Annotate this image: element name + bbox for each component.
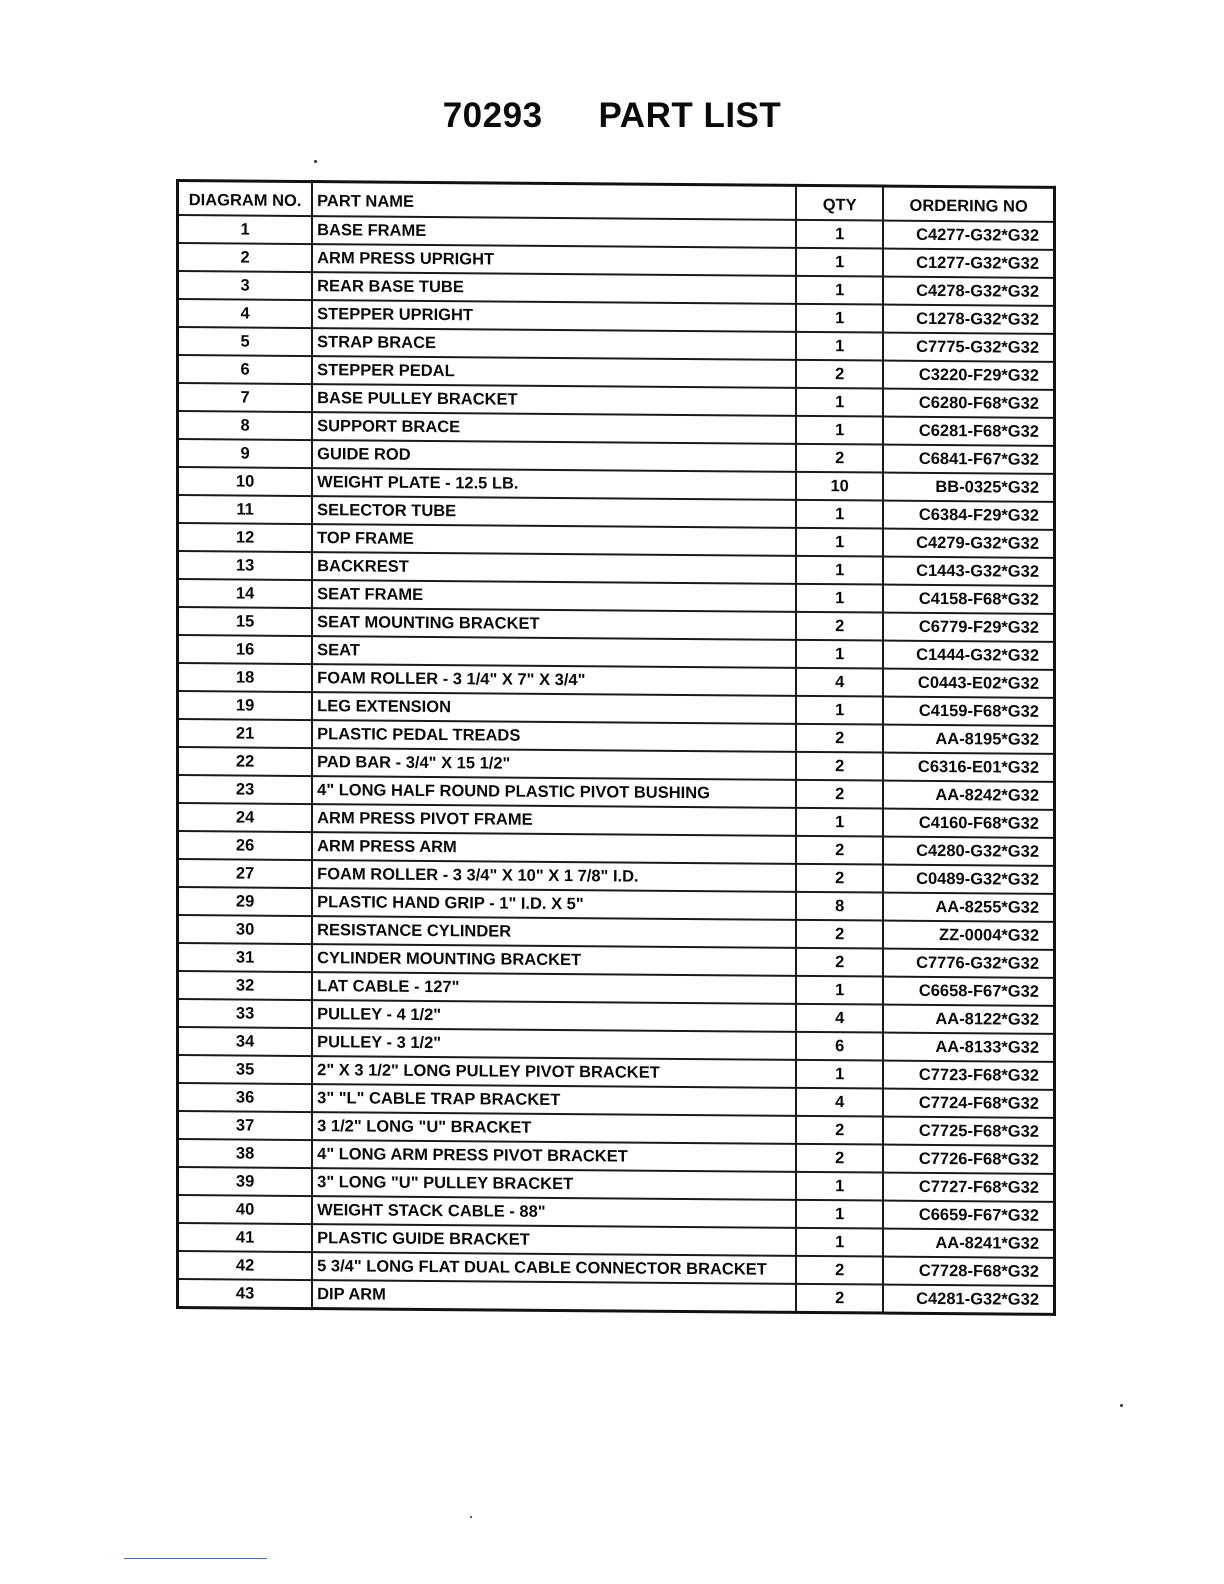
- part-name-cell: PULLEY - 3 1/2": [312, 1028, 796, 1060]
- qty-cell: 2: [796, 752, 883, 781]
- part-name-cell: CYLINDER MOUNTING BRACKET: [312, 944, 796, 976]
- diagram-no-cell: 42: [178, 1251, 313, 1280]
- ordering-no-cell: C7724-F68*G32: [883, 1089, 1054, 1118]
- ordering-no-cell: C3220-F29*G32: [883, 361, 1054, 390]
- scan-underline-mark: [124, 1558, 267, 1559]
- qty-cell: 4: [796, 1088, 883, 1117]
- ordering-no-cell: C7728-F68*G32: [883, 1257, 1054, 1286]
- ordering-no-cell: C6281-F68*G32: [883, 417, 1054, 446]
- part-name-cell: 3" "L" CABLE TRAP BRACKET: [312, 1084, 796, 1116]
- ordering-no-cell: C6384-F29*G32: [883, 501, 1054, 530]
- part-name-cell: WEIGHT PLATE - 12.5 LB.: [312, 468, 796, 500]
- diagram-no-cell: 30: [178, 915, 313, 944]
- ordering-no-cell: C4160-F68*G32: [883, 809, 1054, 838]
- diagram-no-cell: 26: [178, 831, 313, 860]
- title-label: PART LIST: [598, 96, 782, 135]
- part-name-cell: 4" LONG ARM PRESS PIVOT BRACKET: [312, 1140, 796, 1172]
- ordering-no-cell: BB-0325*G32: [883, 473, 1054, 502]
- diagram-no-cell: 14: [178, 579, 313, 608]
- ordering-no-cell: AA-8122*G32: [883, 1005, 1054, 1034]
- qty-cell: 1: [796, 220, 883, 249]
- part-name-cell: GUIDE ROD: [312, 440, 796, 472]
- qty-cell: 1: [796, 696, 883, 725]
- qty-cell: 8: [796, 892, 883, 921]
- diagram-no-cell: 38: [178, 1139, 313, 1168]
- ordering-no-cell: C0443-E02*G32: [883, 669, 1054, 698]
- part-name-cell: 3 1/2" LONG "U" BRACKET: [312, 1112, 796, 1144]
- ordering-no-cell: C1277-G32*G32: [883, 249, 1054, 278]
- diagram-no-cell: 36: [178, 1083, 313, 1112]
- diagram-no-cell: 35: [178, 1055, 313, 1084]
- diagram-no-cell: 3: [178, 271, 313, 300]
- table-row: [178, 1279, 1055, 1314]
- part-name-cell: STEPPER UPRIGHT: [312, 300, 796, 332]
- part-name-cell: ARM PRESS UPRIGHT: [312, 244, 796, 276]
- header-part-name: PART NAME: [312, 182, 796, 220]
- diagram-no-cell: 32: [178, 971, 313, 1000]
- ordering-no-cell: AA-8242*G32: [883, 781, 1054, 810]
- part-name-cell: PLASTIC PEDAL TREADS: [312, 720, 796, 752]
- part-name-cell: SELECTOR TUBE: [312, 496, 796, 528]
- ordering-no-cell: C6841-F67*G32: [883, 445, 1054, 474]
- qty-cell: 1: [796, 1200, 883, 1229]
- part-name-cell: SUPPORT BRACE: [312, 412, 796, 444]
- part-name-cell: LEG EXTENSION: [312, 692, 796, 724]
- qty-cell: 1: [796, 976, 883, 1005]
- header-diagram-no: DIAGRAM NO.: [178, 181, 313, 217]
- part-name-cell: ARM PRESS PIVOT FRAME: [312, 804, 796, 836]
- qty-cell: 1: [796, 1228, 883, 1257]
- ordering-no-cell: C4158-F68*G32: [883, 585, 1054, 614]
- ordering-no-cell: C7725-F68*G32: [883, 1117, 1054, 1146]
- qty-cell: 2: [796, 444, 883, 473]
- ordering-no-cell: C1278-G32*G32: [883, 305, 1054, 334]
- part-name-cell: STRAP BRACE: [312, 328, 796, 360]
- diagram-no-cell: 16: [178, 635, 313, 664]
- ordering-no-cell: C4280-G32*G32: [883, 837, 1054, 866]
- qty-cell: 2: [796, 920, 883, 949]
- ordering-no-cell: AA-8255*G32: [883, 893, 1054, 922]
- part-name-cell: BASE PULLEY BRACKET: [312, 384, 796, 416]
- scan-speck: [314, 160, 317, 163]
- ordering-no-cell: C6659-F67*G32: [883, 1201, 1054, 1230]
- qty-cell: 1: [796, 304, 883, 333]
- part-name-cell: SEAT MOUNTING BRACKET: [312, 608, 796, 640]
- qty-cell: 1: [796, 416, 883, 445]
- qty-cell: 1: [796, 248, 883, 277]
- part-name-cell: PAD BAR - 3/4" X 15 1/2": [312, 748, 796, 780]
- part-name-cell: 4" LONG HALF ROUND PLASTIC PIVOT BUSHING: [312, 776, 796, 808]
- part-name-cell: FOAM ROLLER - 3 1/4" X 7" X 3/4": [312, 664, 796, 696]
- diagram-no-cell: 4: [178, 299, 313, 328]
- ordering-no-cell: C4281-G32*G32: [883, 1285, 1054, 1315]
- ordering-no-cell: C6779-F29*G32: [883, 613, 1054, 642]
- qty-cell: 1: [796, 808, 883, 837]
- ordering-no-cell: AA-8195*G32: [883, 725, 1054, 754]
- diagram-no-cell: 40: [178, 1195, 313, 1224]
- qty-cell: 4: [796, 1004, 883, 1033]
- ordering-no-cell: ZZ-0004*G32: [883, 921, 1054, 950]
- part-name-cell: DIP ARM: [312, 1280, 796, 1312]
- qty-cell: 1: [796, 640, 883, 669]
- part-name-cell: PLASTIC HAND GRIP - 1" I.D. X 5": [312, 888, 796, 920]
- qty-cell: 1: [796, 388, 883, 417]
- qty-cell: 1: [796, 1060, 883, 1089]
- part-name-cell: TOP FRAME: [312, 524, 796, 556]
- part-name-cell: PLASTIC GUIDE BRACKET: [312, 1224, 796, 1256]
- part-name-cell: RESISTANCE CYLINDER: [312, 916, 796, 948]
- ordering-no-cell: C7723-F68*G32: [883, 1061, 1054, 1090]
- diagram-no-cell: 7: [178, 383, 313, 412]
- part-name-cell: BASE FRAME: [312, 216, 796, 248]
- qty-cell: 1: [796, 1172, 883, 1201]
- diagram-no-cell: 10: [178, 467, 313, 496]
- qty-cell: 4: [796, 668, 883, 697]
- ordering-no-cell: C7726-F68*G32: [883, 1145, 1054, 1174]
- ordering-no-cell: C1443-G32*G32: [883, 557, 1054, 586]
- diagram-no-cell: 37: [178, 1111, 313, 1140]
- page-title: [0, 96, 1224, 136]
- diagram-no-cell: 12: [178, 523, 313, 552]
- part-name-cell: SEAT FRAME: [312, 580, 796, 612]
- ordering-no-cell: C7776-G32*G32: [883, 949, 1054, 978]
- part-name-cell: WEIGHT STACK CABLE - 88": [312, 1196, 796, 1228]
- qty-cell: 6: [796, 1032, 883, 1061]
- part-name-cell: ARM PRESS ARM: [312, 832, 796, 864]
- qty-cell: 1: [796, 584, 883, 613]
- diagram-no-cell: 19: [178, 691, 313, 720]
- diagram-no-cell: 23: [178, 775, 313, 804]
- diagram-no-cell: 39: [178, 1167, 313, 1196]
- diagram-no-cell: 21: [178, 719, 313, 748]
- diagram-no-cell: 15: [178, 607, 313, 636]
- qty-cell: 2: [796, 1144, 883, 1173]
- part-name-cell: LAT CABLE - 127": [312, 972, 796, 1004]
- scan-speck: [1120, 1404, 1123, 1407]
- qty-cell: 2: [796, 724, 883, 753]
- qty-cell: 1: [796, 276, 883, 305]
- diagram-no-cell: 22: [178, 747, 313, 776]
- diagram-no-cell: 13: [178, 551, 313, 580]
- ordering-no-cell: C7727-F68*G32: [883, 1173, 1054, 1202]
- qty-cell: 2: [796, 864, 883, 893]
- diagram-no-cell: 11: [178, 495, 313, 524]
- diagram-no-cell: 31: [178, 943, 313, 972]
- qty-cell: 2: [796, 948, 883, 977]
- qty-cell: 2: [796, 1116, 883, 1145]
- qty-cell: 1: [796, 556, 883, 585]
- ordering-no-cell: C6280-F68*G32: [883, 389, 1054, 418]
- part-name-cell: REAR BASE TUBE: [312, 272, 796, 304]
- ordering-no-cell: C4159-F68*G32: [883, 697, 1054, 726]
- part-name-cell: BACKREST: [312, 552, 796, 584]
- diagram-no-cell: 2: [178, 243, 313, 272]
- ordering-no-cell: C6658-F67*G32: [883, 977, 1054, 1006]
- diagram-no-cell: 33: [178, 999, 313, 1028]
- diagram-no-cell: 5: [178, 327, 313, 356]
- qty-cell: 1: [796, 528, 883, 557]
- diagram-no-cell: 1: [178, 215, 313, 244]
- diagram-no-cell: 6: [178, 355, 313, 384]
- diagram-no-cell: 41: [178, 1223, 313, 1252]
- diagram-no-cell: 8: [178, 411, 313, 440]
- qty-cell: 2: [796, 360, 883, 389]
- qty-cell: 1: [796, 500, 883, 529]
- model-number: 70293: [442, 96, 543, 135]
- ordering-no-cell: AA-8133*G32: [883, 1033, 1054, 1062]
- qty-cell: 2: [796, 612, 883, 641]
- part-name-cell: SEAT: [312, 636, 796, 668]
- part-name-cell: 5 3/4" LONG FLAT DUAL CABLE CONNECTOR BRACKET: [312, 1252, 796, 1284]
- ordering-no-cell: C4279-G32*G32: [883, 529, 1054, 558]
- qty-cell: 2: [796, 836, 883, 865]
- diagram-no-cell: 18: [178, 663, 313, 692]
- part-name-cell: FOAM ROLLER - 3 3/4" X 10" X 1 7/8" I.D.: [312, 860, 796, 892]
- diagram-no-cell: 27: [178, 859, 313, 888]
- ordering-no-cell: C0489-G32*G32: [883, 865, 1054, 894]
- qty-cell: 1: [796, 332, 883, 361]
- ordering-no-cell: C7775-G32*G32: [883, 333, 1054, 362]
- part-name-cell: 2" X 3 1/2" LONG PULLEY PIVOT BRACKET: [312, 1056, 796, 1088]
- diagram-no-cell: 43: [178, 1279, 313, 1309]
- qty-cell: 10: [796, 472, 883, 501]
- part-name-cell: PULLEY - 4 1/2": [312, 1000, 796, 1032]
- header-ordering-no: ORDERING NO: [883, 186, 1054, 222]
- diagram-no-cell: 24: [178, 803, 313, 832]
- ordering-no-cell: C1444-G32*G32: [883, 641, 1054, 670]
- qty-cell: 2: [796, 780, 883, 809]
- scan-speck: [470, 1516, 472, 1518]
- part-list-table: [176, 179, 1056, 1316]
- diagram-no-cell: 34: [178, 1027, 313, 1056]
- diagram-no-cell: 29: [178, 887, 313, 916]
- header-qty: QTY: [796, 185, 883, 220]
- ordering-no-cell: C6316-E01*G32: [883, 753, 1054, 782]
- part-name-cell: 3" LONG "U" PULLEY BRACKET: [312, 1168, 796, 1200]
- ordering-no-cell: C4278-G32*G32: [883, 277, 1054, 306]
- table-body: [178, 215, 1055, 1314]
- qty-cell: 2: [796, 1256, 883, 1285]
- ordering-no-cell: AA-8241*G32: [883, 1229, 1054, 1258]
- part-name-cell: STEPPER PEDAL: [312, 356, 796, 388]
- diagram-no-cell: 9: [178, 439, 313, 468]
- qty-cell: 2: [796, 1284, 883, 1313]
- ordering-no-cell: C4277-G32*G32: [883, 221, 1054, 250]
